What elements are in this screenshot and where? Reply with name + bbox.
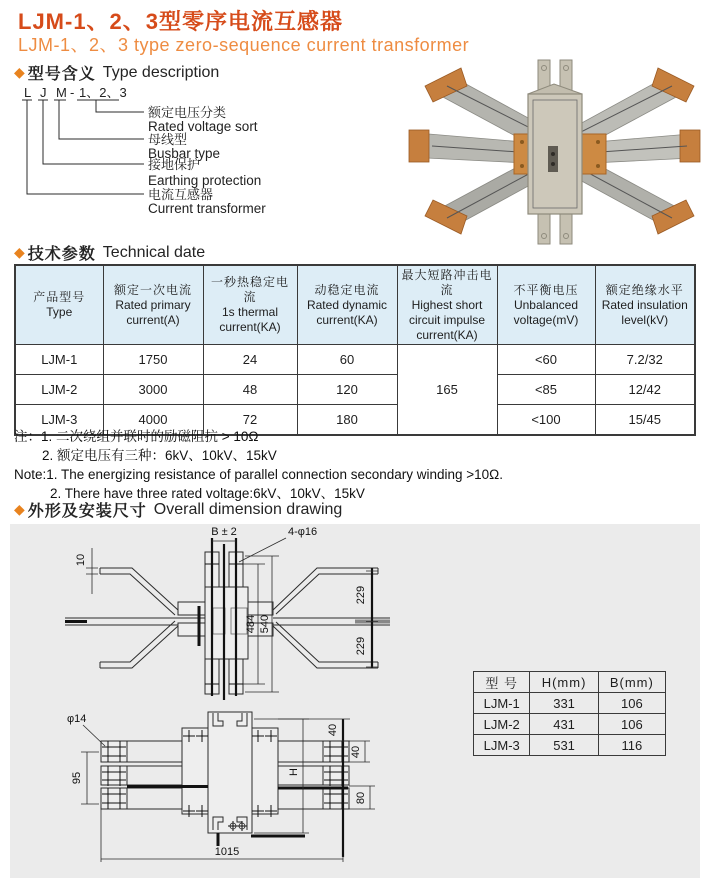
col-header-dynamic-current: 动稳定电流 Rated dynamic current(KA) <box>297 265 397 345</box>
page-subtitle: LJM-1、2、3 type zero-sequence current transformer <box>18 35 470 55</box>
col-header-impulse-current: 最大短路冲击电流 Highest short circuit impulse current(KA) <box>397 265 497 345</box>
model-code-diagram <box>16 86 356 228</box>
transformer-core-body <box>514 60 606 244</box>
size-table-row <box>474 693 666 714</box>
model-code-dash: - <box>70 86 75 100</box>
note-cn-2: 2. 额定电压有三种：6kV、10kV、15kV <box>42 448 277 463</box>
size-cell-b: 106 <box>598 693 665 714</box>
note-cn-1: 注：1. 二次绕组并联时的励磁阻抗 > 10Ω <box>14 429 259 444</box>
product-photo <box>402 56 707 248</box>
cell-dynamic-current: 180 <box>297 405 397 436</box>
code-label-earthing-cn: 接地保护 <box>148 157 201 172</box>
size-col-b: B(mm) <box>598 672 665 693</box>
code-label-ct-cn: 电流互感器 <box>148 187 214 202</box>
col-header-unbalanced-voltage: 不平衡电压 Unbalanced voltage(mV) <box>497 265 595 345</box>
model-code-numbers: 1、2、3 <box>79 86 127 100</box>
cell-dynamic-current: 60 <box>297 345 397 375</box>
dim-label-1015: 1015 <box>214 846 240 858</box>
cell-thermal-current: 24 <box>203 345 297 375</box>
dim-label-40-top: 40 <box>327 723 339 737</box>
col-header-insulation-level: 额定绝缘水平 Rated insulation level(kV) <box>595 265 695 345</box>
size-table-row <box>474 714 666 735</box>
section-heading-type-description <box>14 61 219 84</box>
dim-label-h: H <box>288 768 300 776</box>
top-view-drawing <box>55 526 475 710</box>
size-cell-b: 116 <box>598 735 665 756</box>
dim-label-229-bottom: 229 <box>355 636 367 656</box>
cell-unbalanced-voltage: <85 <box>497 375 595 405</box>
dim-label-95: 95 <box>71 771 83 785</box>
code-label-ct-en: Current transformer <box>148 201 266 216</box>
col-header-type: 产品型号 Type <box>15 265 103 345</box>
diamond-bullet-icon: ◆ <box>14 501 25 517</box>
dimension-drawing-panel <box>10 524 700 878</box>
size-cell-type: LJM-2 <box>474 714 530 735</box>
size-cell-h: 531 <box>530 735 598 756</box>
col-header-thermal-current: 一秒热稳定电流 1s thermal current(KA) <box>203 265 297 345</box>
cell-thermal-current: 48 <box>203 375 297 405</box>
cell-impulse-current-merged: 165 <box>397 345 497 436</box>
cell-dynamic-current: 120 <box>297 375 397 405</box>
size-table-row <box>474 735 666 756</box>
cell-insulation-level: 15/45 <box>595 405 695 436</box>
col-header-primary-current: 额定一次电流 Rated primary current(A) <box>103 265 203 345</box>
cell-type: LJM-1 <box>15 345 103 375</box>
table-row-ljm2 <box>15 375 695 405</box>
table-header-row <box>15 265 695 345</box>
dim-label-229-top: 229 <box>355 585 367 605</box>
model-code-letter-m: M <box>56 86 67 100</box>
size-cell-b: 106 <box>598 714 665 735</box>
size-cell-h: 331 <box>530 693 598 714</box>
front-view-body <box>182 712 278 833</box>
page-title: LJM-1、2、3型零序电流互感器 <box>18 9 344 34</box>
cell-insulation-level: 7.2/32 <box>595 345 695 375</box>
section-heading-en: Type description <box>102 63 220 81</box>
code-label-earthing-en: Earthing protection <box>148 173 262 188</box>
size-col-h: H(mm) <box>530 672 598 693</box>
size-table <box>473 671 666 756</box>
diamond-bullet-icon: ◆ <box>14 64 25 80</box>
model-code-letter-j: J <box>40 86 47 100</box>
section-heading-en: Technical date <box>102 243 206 261</box>
size-table-header-row <box>474 672 666 693</box>
diamond-bullet-icon: ◆ <box>14 244 25 260</box>
code-label-rated-voltage-en: Rated voltage sort <box>148 119 258 134</box>
dim-label-40-side: 40 <box>350 745 362 759</box>
section-heading-cn: 外形及安装尺寸 <box>27 503 147 520</box>
dim-label-b2: B ± 2 <box>211 526 237 538</box>
dim-label-540: 540 <box>259 614 271 634</box>
cell-type: LJM-3 <box>15 405 103 436</box>
dim-label-484: 484 <box>245 614 257 634</box>
cell-insulation-level: 12/42 <box>595 375 695 405</box>
model-code-connector-lines <box>27 100 144 194</box>
size-col-type: 型 号 <box>474 672 530 693</box>
cell-unbalanced-voltage: <60 <box>497 345 595 375</box>
section-heading-dimension <box>14 498 342 521</box>
code-label-busbar-cn: 母线型 <box>148 132 188 147</box>
dim-label-80: 80 <box>355 791 367 805</box>
cell-unbalanced-voltage: <100 <box>497 405 595 436</box>
table-row-ljm1 <box>15 345 695 375</box>
section-heading-technical <box>14 241 205 264</box>
cell-primary-current: 1750 <box>103 345 203 375</box>
cell-primary-current: 3000 <box>103 375 203 405</box>
section-heading-en: Overall dimension drawing <box>153 500 343 518</box>
dim-label-phi14: φ14 <box>67 713 87 725</box>
dim-label-4phi16: 4-φ16 <box>288 526 318 538</box>
section-heading-cn: 型号含义 <box>27 66 96 83</box>
model-code-letter-l: L <box>24 86 32 100</box>
size-cell-type: LJM-3 <box>474 735 530 756</box>
dim-label-10: 10 <box>75 553 87 567</box>
code-label-busbar-en: Busbar type <box>148 146 221 161</box>
size-cell-type: LJM-1 <box>474 693 530 714</box>
cell-type: LJM-2 <box>15 375 103 405</box>
cell-thermal-current: 72 <box>203 405 297 436</box>
note-en-1: Note:1. The energizing resistance of parallel connection secondary winding >10Ω. <box>14 467 504 482</box>
technical-parameters-table <box>14 264 696 436</box>
note-en-2: 2. There have three rated voltage:6kV、10kV、15kV <box>50 486 365 501</box>
front-view-drawing <box>55 710 475 874</box>
code-label-rated-voltage-cn: 额定电压分类 <box>148 105 227 120</box>
size-cell-h: 431 <box>530 714 598 735</box>
cell-primary-current: 4000 <box>103 405 203 436</box>
section-heading-cn: 技术参数 <box>27 246 96 263</box>
notes-block <box>14 427 503 503</box>
